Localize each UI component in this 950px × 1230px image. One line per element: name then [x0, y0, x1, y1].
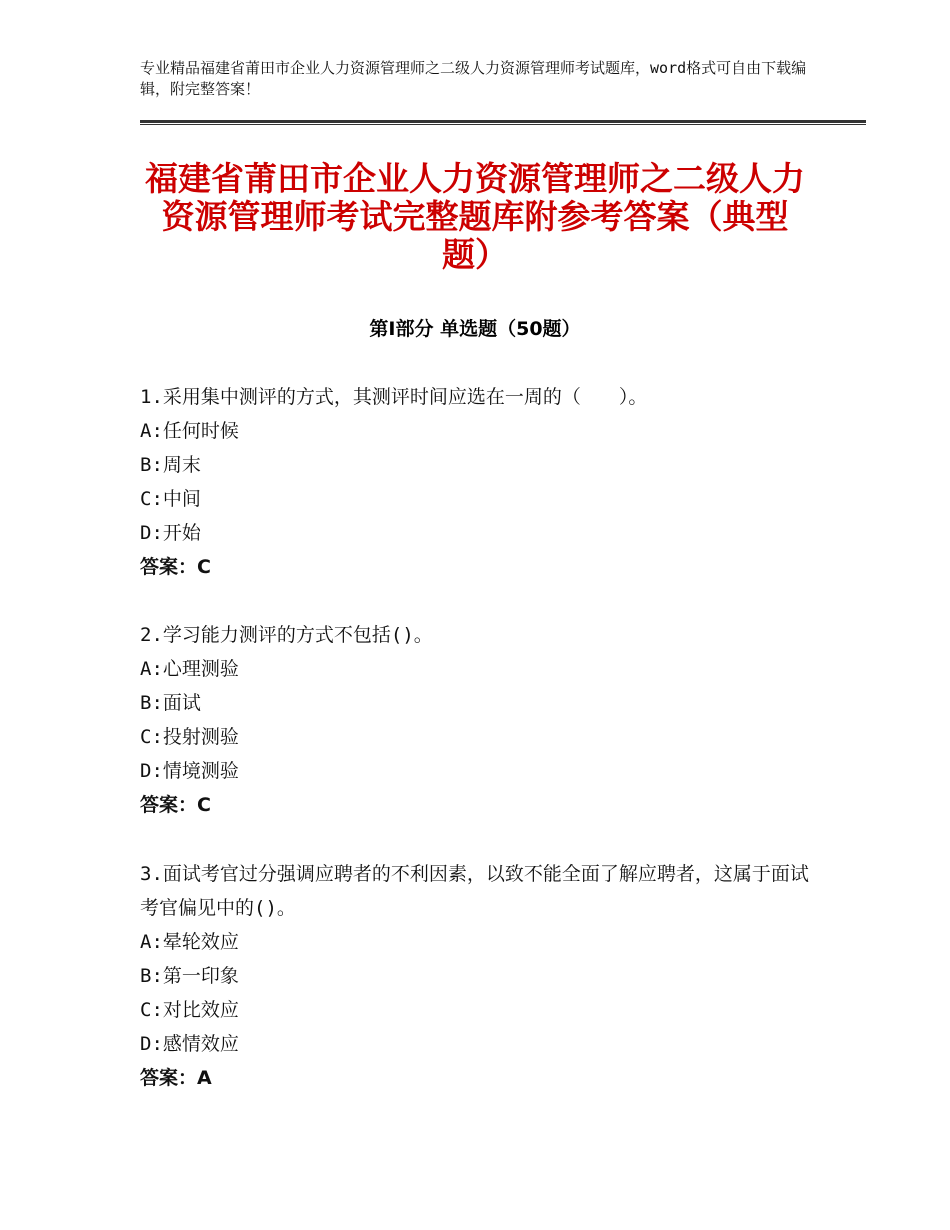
option-c: C:投射测验 — [140, 726, 239, 748]
question-stem: 3.面试考官过分强调应聘者的不利因素，以致不能全面了解应聘者，这属于面试考官偏见中的()。 — [140, 863, 809, 919]
option-d: D:开始 — [140, 522, 201, 544]
option-a: A:任何时候 — [140, 420, 239, 442]
answer-line: 答案：A — [140, 1067, 212, 1089]
header-divider — [140, 120, 866, 125]
answer-line: 答案：C — [140, 556, 211, 578]
header-divider-thin — [140, 124, 866, 125]
option-a: A:晕轮效应 — [140, 931, 239, 953]
option-b: B:第一印象 — [140, 965, 239, 987]
question-block — [140, 380, 820, 584]
option-b: B:周末 — [140, 454, 201, 476]
header-divider-thick — [140, 120, 866, 123]
answer-line: 答案：C — [140, 794, 211, 816]
question-block — [140, 857, 820, 1095]
document-title: 福建省莆田市企业人力资源管理师之二级人力资源管理师考试完整题库附参考答案（典型题） — [145, 159, 805, 274]
option-d: D:情境测验 — [140, 760, 239, 782]
question-stem: 2.学习能力测评的方式不包括()。 — [140, 624, 433, 646]
header-note: 专业精品福建省莆田市企业人力资源管理师之二级人力资源管理师考试题库，word格式可自由下载编辑，附完整答案！ — [140, 59, 807, 98]
question-block — [140, 618, 820, 822]
option-d: D:感情效应 — [140, 1033, 239, 1055]
option-c: C:对比效应 — [140, 999, 239, 1021]
option-b: B:面试 — [140, 692, 201, 714]
question-stem: 1.采用集中测评的方式，其测评时间应选在一周的（ ）。 — [140, 386, 648, 408]
option-a: A:心理测验 — [140, 658, 239, 680]
option-c: C:中间 — [140, 488, 201, 510]
section-heading: 第Ⅰ部分 单选题（50题） — [369, 318, 581, 340]
